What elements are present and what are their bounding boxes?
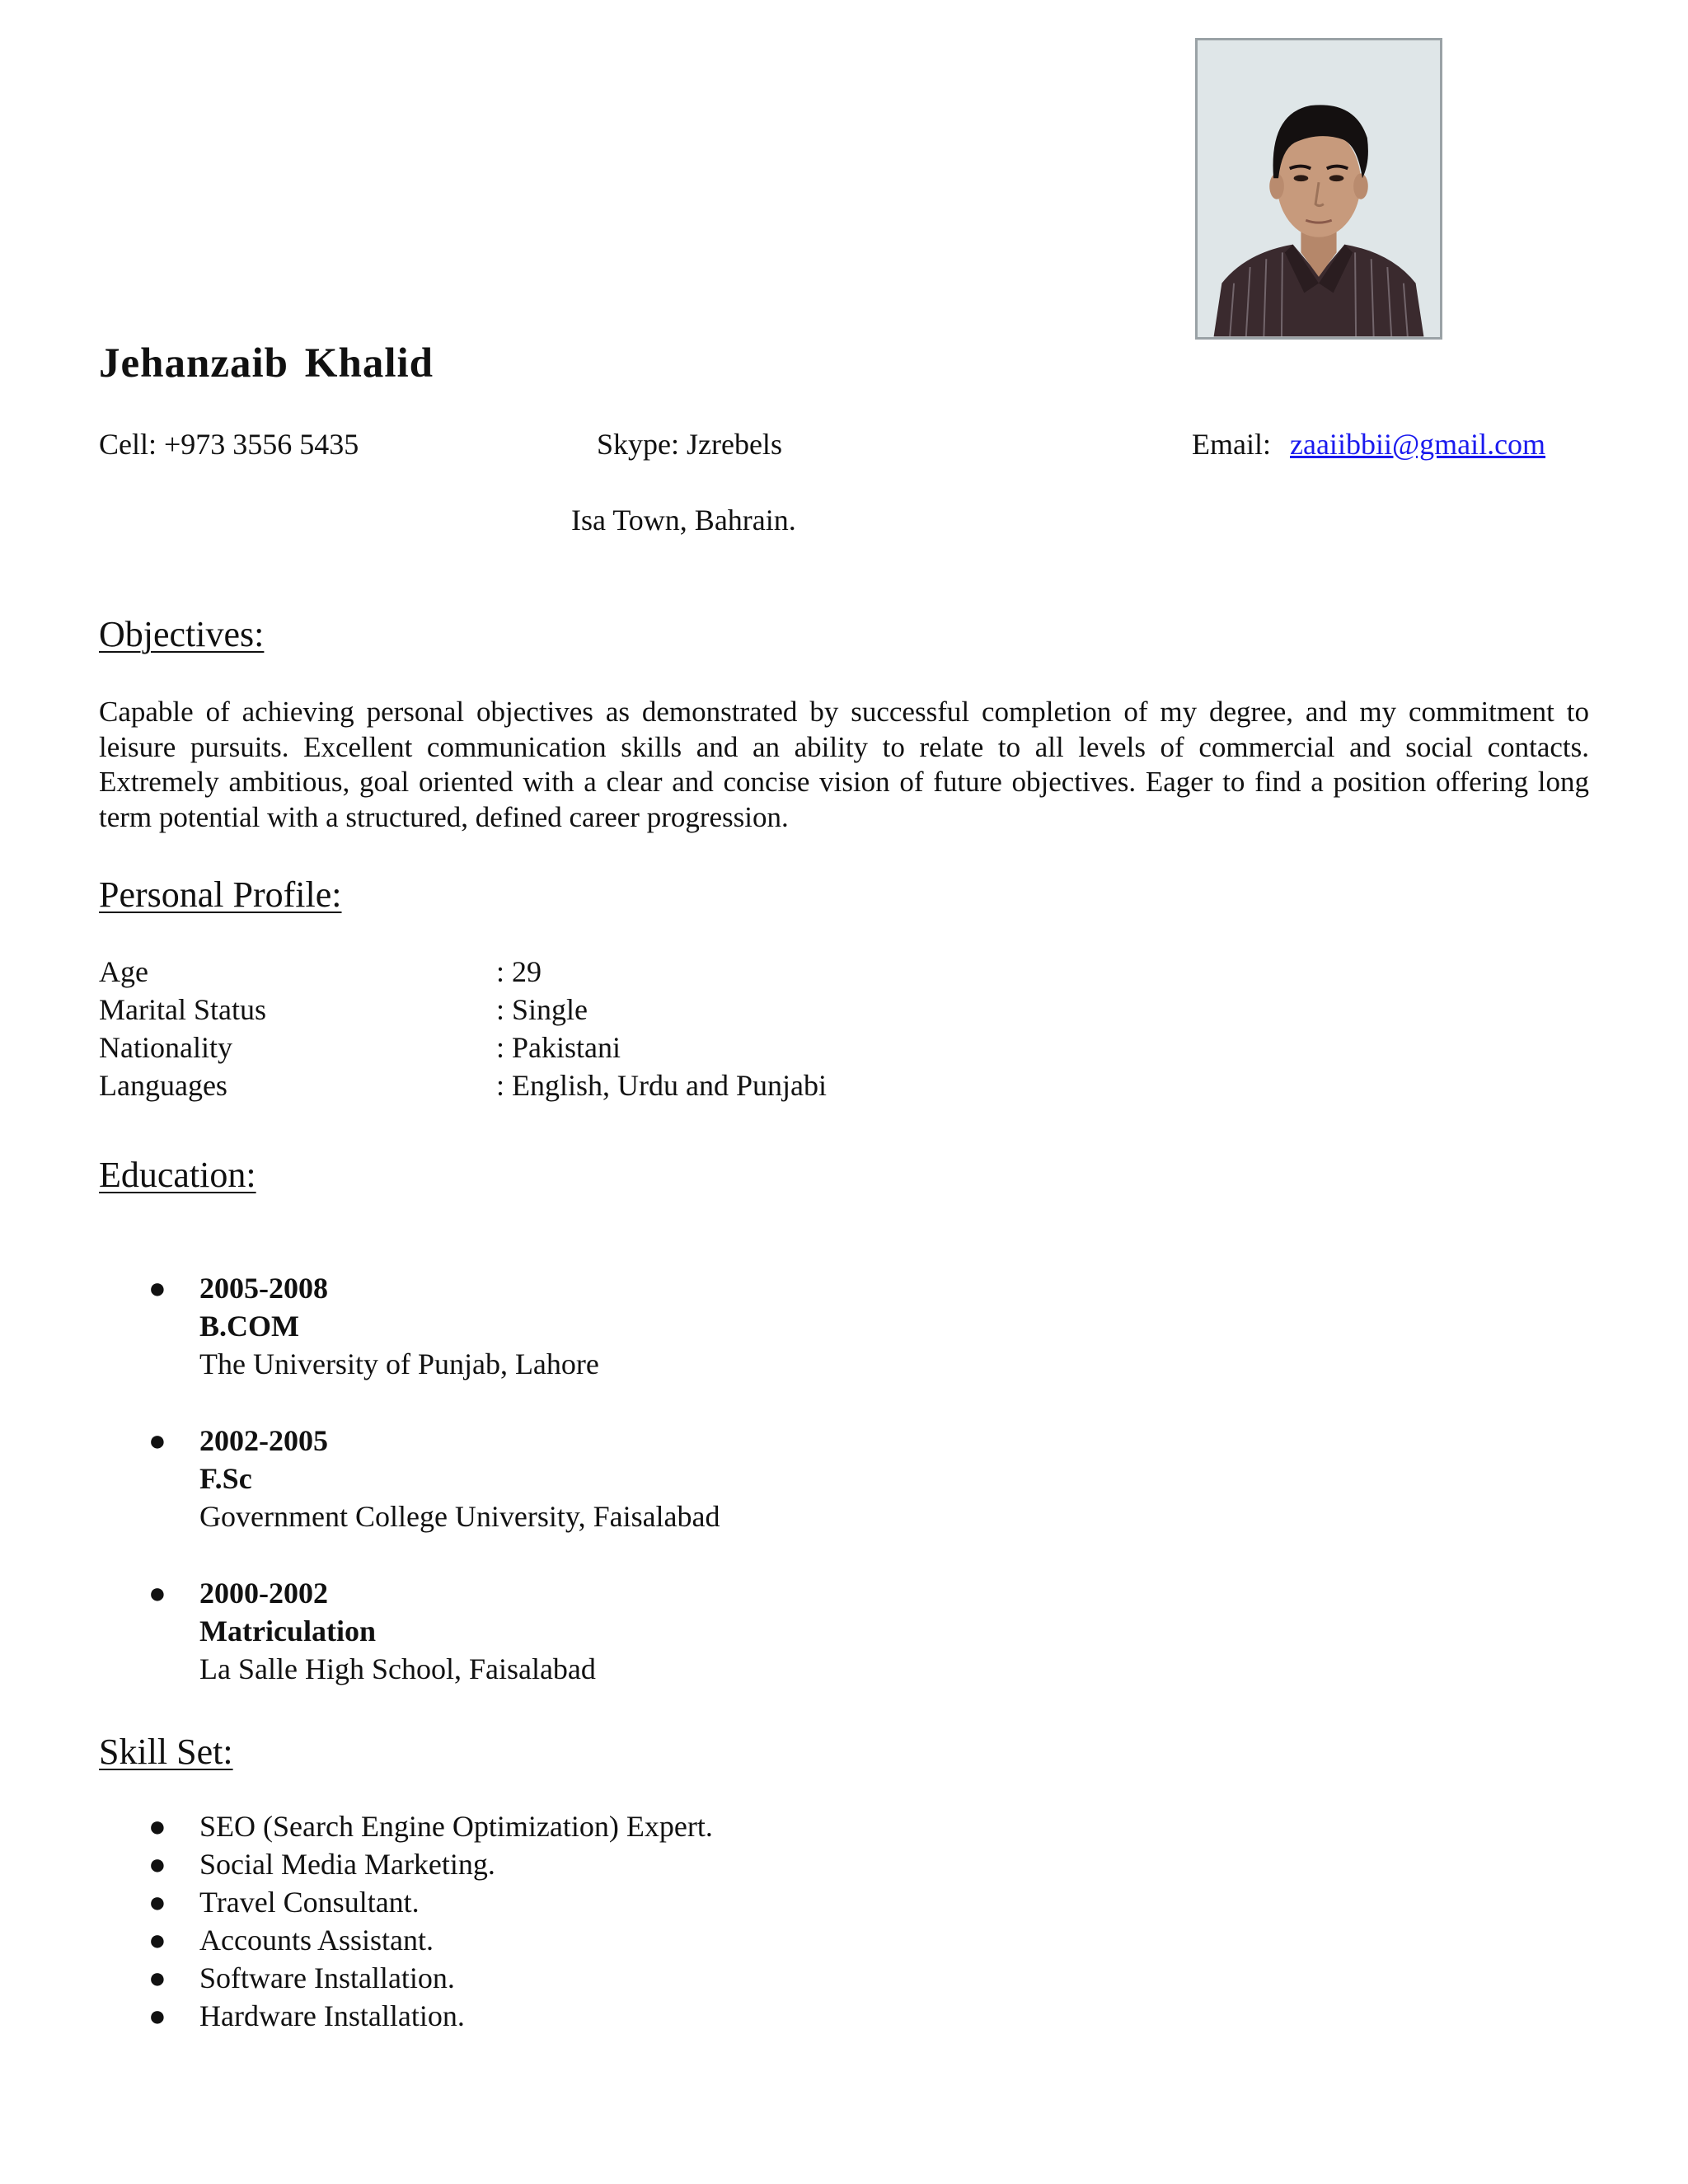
education-degree: B.COM	[199, 1310, 299, 1343]
skill-text: SEO (Search Engine Optimization) Expert.	[199, 1810, 713, 1843]
bullet-icon: ●	[148, 1999, 166, 2032]
objectives-paragraph: Capable of achieving personal objectives as demonstrated by successful completion of my degree, and my commitment to leisure pursuits. Excellent communication skills and an ability to relate to all levels of commercial and social contacts. Extremely ambitious, goal oriented with a clear and concise vision of future objectives. Eager to find a position offering long term potential with a structured, defined career progression.	[99, 696, 1589, 833]
skype-id: Skype: Jzrebels	[597, 428, 782, 461]
profile-label: Age	[99, 955, 148, 988]
bullet-icon: ●	[148, 1424, 166, 1457]
profile-value: : 29	[496, 955, 542, 988]
education-degree: Matriculation	[199, 1615, 376, 1647]
profile-value: : Pakistani	[496, 1031, 621, 1064]
cell-phone: Cell: +973 3556 5435	[99, 428, 359, 461]
skill-text: Software Installation.	[199, 1961, 455, 1994]
email-label: Email:	[1192, 428, 1271, 461]
profile-photo	[1195, 38, 1442, 340]
skill-text: Travel Consultant.	[199, 1886, 420, 1919]
bullet-icon: ●	[148, 1577, 166, 1610]
candidate-name: Jehanzaib Khalid	[99, 340, 434, 387]
education-heading: Education:	[99, 1155, 256, 1195]
bullet-icon: ●	[148, 1848, 166, 1881]
education-degree: F.Sc	[199, 1462, 252, 1495]
skill-text: Hardware Installation.	[199, 1999, 465, 2032]
education-institution: La Salle High School, Faisalabad	[199, 1652, 596, 1685]
location: Isa Town, Bahrain.	[571, 504, 796, 537]
skill-text: Accounts Assistant.	[199, 1924, 434, 1957]
profile-value: : English, Urdu and Punjabi	[496, 1069, 827, 1102]
profile-label: Languages	[99, 1069, 227, 1102]
bullet-icon: ●	[148, 1961, 166, 1994]
education-institution: Government College University, Faisalabad	[199, 1500, 720, 1533]
email-link[interactable]: zaaiibbii@gmail.com	[1290, 428, 1546, 461]
bullet-icon: ●	[148, 1924, 166, 1957]
profile-value: : Single	[496, 993, 588, 1026]
skill-set-heading: Skill Set:	[99, 1732, 233, 1772]
personal-profile-heading: Personal Profile:	[99, 874, 342, 915]
education-years: 2000-2002	[199, 1577, 328, 1610]
education-years: 2002-2005	[199, 1424, 328, 1457]
education-years: 2005-2008	[199, 1272, 328, 1305]
education-institution: The University of Punjab, Lahore	[199, 1347, 599, 1380]
objectives-heading: Objectives:	[99, 614, 265, 654]
profile-label: Nationality	[99, 1031, 232, 1064]
bullet-icon: ●	[148, 1272, 166, 1305]
bullet-icon: ●	[148, 1886, 166, 1919]
portrait-icon	[1198, 40, 1440, 337]
profile-label: Marital Status	[99, 993, 266, 1026]
skill-text: Social Media Marketing.	[199, 1848, 495, 1881]
bullet-icon: ●	[148, 1810, 166, 1843]
